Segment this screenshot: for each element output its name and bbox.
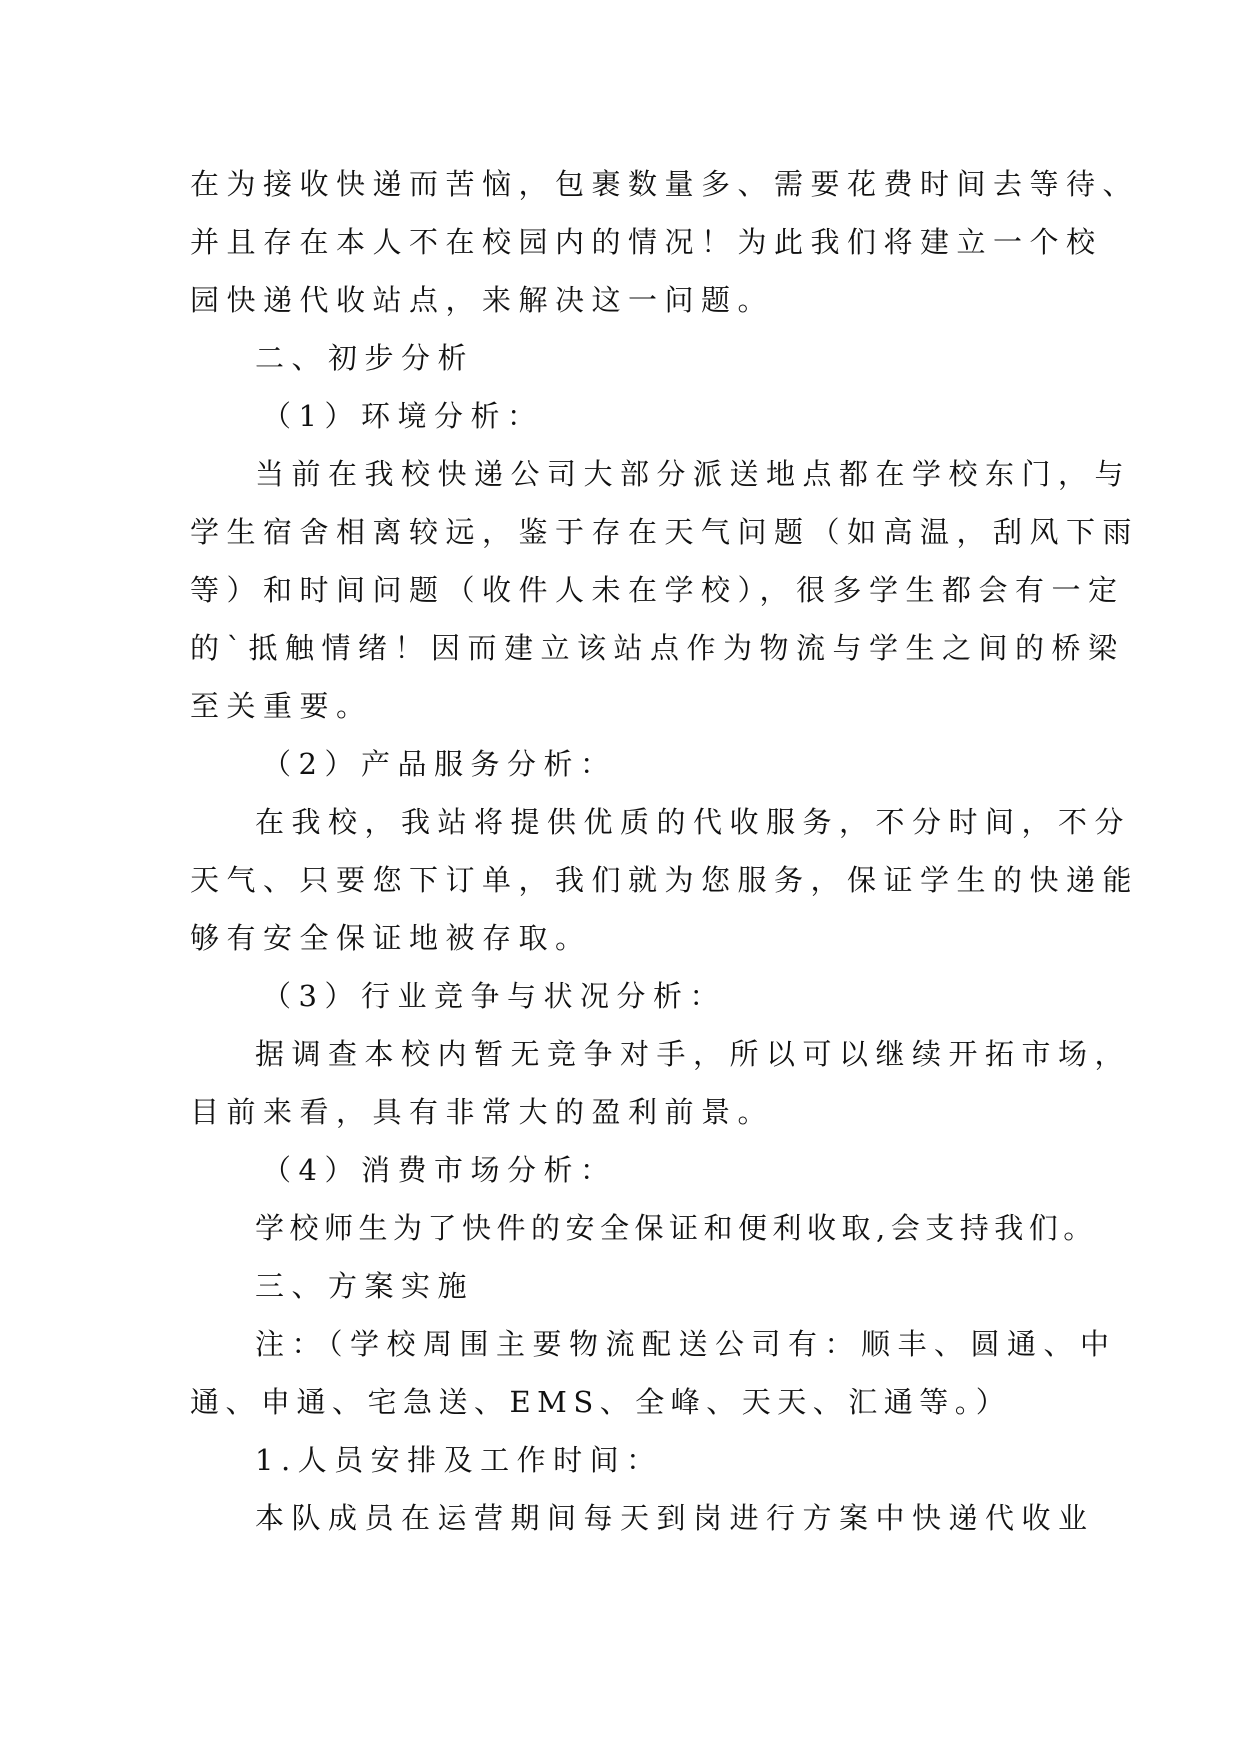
text-line: 至关重要。 [190,689,373,723]
paragraph-first-line: 本队成员在运营期间每天到岗进行方案中快递代收业 [255,1501,1095,1535]
section-heading: 三、方案实施 [255,1269,475,1303]
text-line: 天气、只要您下订单，我们就为您服务，保证学生的快递能 [190,863,1140,897]
subsection-heading: （3）行业竞争与状况分析： [262,979,726,1013]
text-line: 学生宿舍相离较远，鉴于存在天气问题（如高温，刮风下雨 [190,515,1140,549]
text-line: 的`抵触情绪！因而建立该站点作为物流与学生之间的桥梁 [190,631,1125,665]
subsection-heading: （2）产品服务分析： [262,747,617,781]
paragraph-first-line: 在我校，我站将提供优质的代收服务，不分时间，不分 [255,805,1132,839]
paragraph-first-line: 据调查本校内暂无竞争对手，所以可以继续开拓市场， [255,1037,1132,1071]
text-line: 等）和时间问题（收件人未在学校），很多学生都会有一定 [190,573,1125,607]
text-line: 园快递代收站点，来解决这一问题。 [190,283,775,317]
subsection-heading: （4）消费市场分析： [262,1153,617,1187]
paragraph-first-line: 学校师生为了快件的安全保证和便利收取,会支持我们。 [255,1211,1098,1245]
subsection-heading: （1）环境分析： [262,399,544,433]
text-line: 在为接收快递而苦恼，包裹数量多、需要花费时间去等待、 [190,167,1140,201]
text-line: 目前来看，具有非常大的盈利前景。 [190,1095,775,1129]
text-line: 够有安全保证地被存取。 [190,921,592,955]
paragraph-first-line: 当前在我校快递公司大部分派送地点都在学校东门，与 [255,457,1132,491]
text-line: 并且存在本人不在校园内的情况！为此我们将建立一个校 [190,225,1103,259]
section-heading: 二、初步分析 [255,341,475,375]
paragraph-first-line: 注：（学校周围主要物流配送公司有：顺丰、圆通、中 [255,1327,1117,1361]
text-line: 通、申通、宅急送、EMS、全峰、天天、汇通等。） [190,1385,1012,1419]
subsection-heading: 1.人员安排及工作时间： [255,1443,663,1477]
